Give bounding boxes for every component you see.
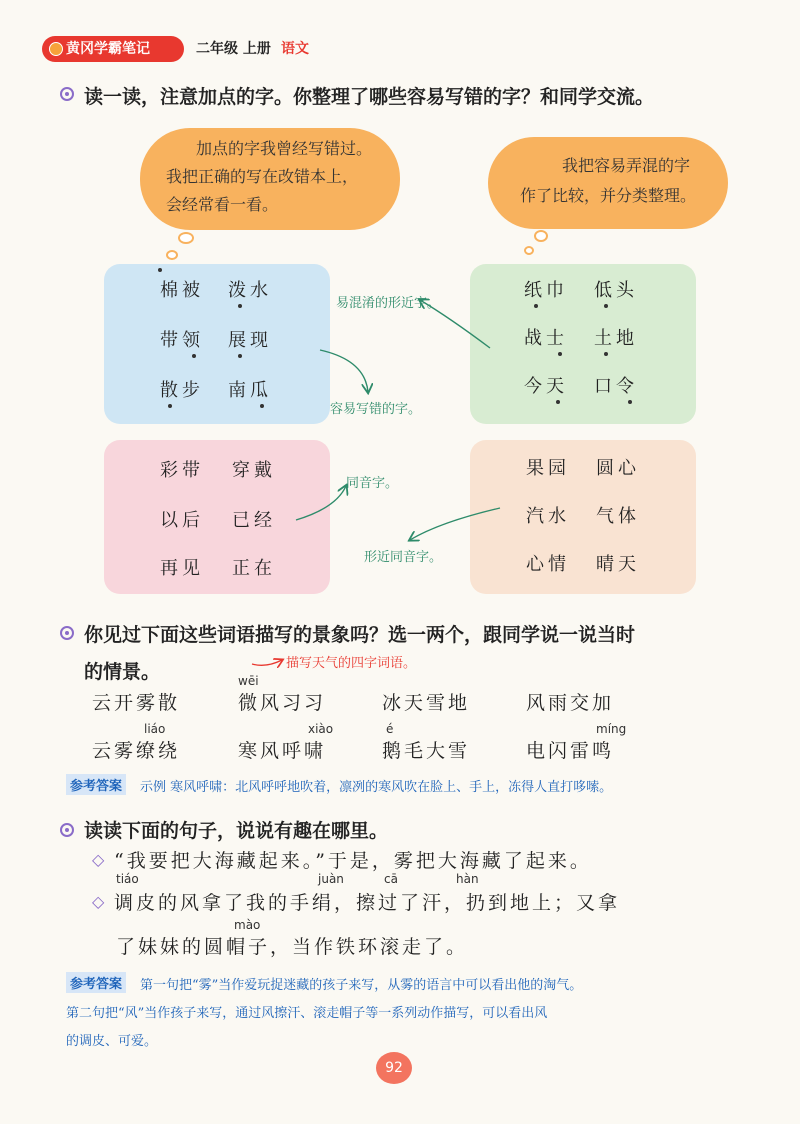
word-item: 散步 — [160, 380, 204, 401]
pinyin: cā — [384, 872, 398, 886]
word-item: 以后 — [160, 510, 204, 531]
bubble-left-line1: 加点的字我曾经写错过。 — [196, 139, 373, 158]
note-weather: 描写天气的四字词语。 — [286, 656, 417, 671]
word-item: 带领 — [160, 330, 204, 351]
word-item: 泼水 — [228, 280, 272, 301]
header-subject: 语文 — [281, 41, 309, 57]
note-similar: 易混淆的形近字。 — [336, 296, 441, 311]
vocab-word: 电闪雷鸣 — [526, 740, 615, 762]
section2-title-line1: 你见过下面这些词语描写的景象吗？选一两个，跟同学说一说当时 — [84, 624, 636, 646]
note-similar-homophone: 形近同音字。 — [364, 550, 443, 565]
arrow-similar-homophone — [410, 508, 500, 540]
vocab-word: 鹅毛大雪 — [382, 740, 471, 762]
page-number: 92 — [376, 1052, 412, 1084]
word-item: 南瓜 — [228, 380, 272, 401]
bubble-left-line2: 我把正确的写在改错本上， — [166, 167, 359, 186]
bubble-right-line1: 我把容易弄混的字 — [562, 156, 691, 175]
pinyin: wēi — [238, 674, 259, 688]
word-item: 已经 — [232, 510, 276, 531]
pinyin: liáo — [144, 722, 166, 736]
answer-text: 示例 寒风呼啸：北风呼呼地吹着，凛冽的寒风吹在脸上、手上，冻得人直打哆嗦。 — [140, 780, 613, 795]
word-item: 汽水 — [526, 506, 570, 527]
note-homophone: 同音字。 — [346, 476, 399, 491]
word-item: 土地 — [594, 328, 638, 349]
section1-title: 读一读，注意加点的字。你整理了哪些容易写错的字？和同学交流。 — [84, 86, 655, 108]
pinyin: juàn — [318, 872, 344, 886]
word-item: 今天 — [524, 376, 568, 397]
word-item: 圆心 — [596, 458, 640, 479]
arrow-homophone — [296, 486, 346, 520]
vocab-word: 云雾缭绕 — [92, 740, 181, 762]
series-badge-text: 黄冈学霸笔记 — [66, 41, 150, 57]
vocab-word: 寒风呼啸 — [238, 740, 327, 762]
sentence-2-line1: 调皮的风拿了我的手绢，擦过了汗，扔到地上；又拿 — [114, 892, 621, 914]
arrow-miswrite — [320, 350, 368, 392]
word-item: 气体 — [596, 506, 640, 527]
word-item: 棉被 — [160, 280, 204, 301]
word-item: 穿戴 — [232, 460, 276, 481]
answer-label: 参考答案 — [66, 972, 126, 993]
word-item: 口令 — [594, 376, 638, 397]
sentence-1: “我要把大海藏起来。”于是，雾把大海藏了起来。 — [114, 850, 592, 872]
section2-title-line2: 的情景。 — [84, 661, 161, 683]
pinyin: tiáo — [116, 872, 139, 886]
sentence-2-line2: 了妹妹的圆帽子，当作铁环滚走了。 — [116, 936, 469, 958]
vocab-word: 微风习习 — [238, 692, 327, 714]
answer-line3: 的调皮、可爱。 — [66, 1034, 158, 1049]
note-miswrite: 容易写错的字。 — [330, 402, 422, 417]
word-item: 彩带 — [160, 460, 204, 481]
section3-bullet-icon — [60, 823, 74, 837]
vocab-word: 冰天雪地 — [382, 692, 471, 714]
word-item: 战士 — [524, 328, 568, 349]
vocab-word: 风雨交加 — [526, 692, 615, 714]
word-item: 纸巾 — [524, 280, 568, 301]
answer-line1: 第一句把“雾”当作爱玩捉迷藏的孩子来写，从雾的语言中可以看出他的淘气。 — [140, 978, 583, 993]
bubble-right-line2: 作了比较，并分类整理。 — [520, 186, 697, 205]
arrow-similar — [420, 300, 490, 348]
arrow-weather-note — [252, 660, 282, 665]
section3-title: 读读下面的句子，说说有趣在哪里。 — [84, 820, 389, 842]
word-item: 再见 — [160, 558, 204, 579]
pinyin: hàn — [456, 872, 479, 886]
answer-line2: 第二句把“风”当作孩子来写，通过风擦汗、滚走帽子等一系列动作描写，可以看出风 — [66, 1006, 548, 1021]
pinyin: é — [386, 722, 394, 736]
vocab-word: 云开雾散 — [92, 692, 181, 714]
pinyin: míng — [596, 722, 627, 736]
word-item: 果园 — [526, 458, 570, 479]
word-item: 展现 — [228, 330, 272, 351]
bubble-left-line3: 会经常看一看。 — [166, 195, 279, 214]
word-item: 晴天 — [596, 554, 640, 575]
diamond-bullet-icon: ◇ — [92, 850, 105, 869]
diamond-bullet-icon: ◇ — [92, 892, 105, 911]
pinyin: xiào — [308, 722, 334, 736]
header-grade: 二年级 上册 — [196, 41, 271, 57]
word-item: 心情 — [526, 554, 570, 575]
word-item: 低头 — [594, 280, 638, 301]
section2-bullet-icon — [60, 626, 74, 640]
word-item: 正在 — [232, 558, 276, 579]
answer-label: 参考答案 — [66, 774, 126, 795]
pinyin: mào — [234, 918, 261, 932]
